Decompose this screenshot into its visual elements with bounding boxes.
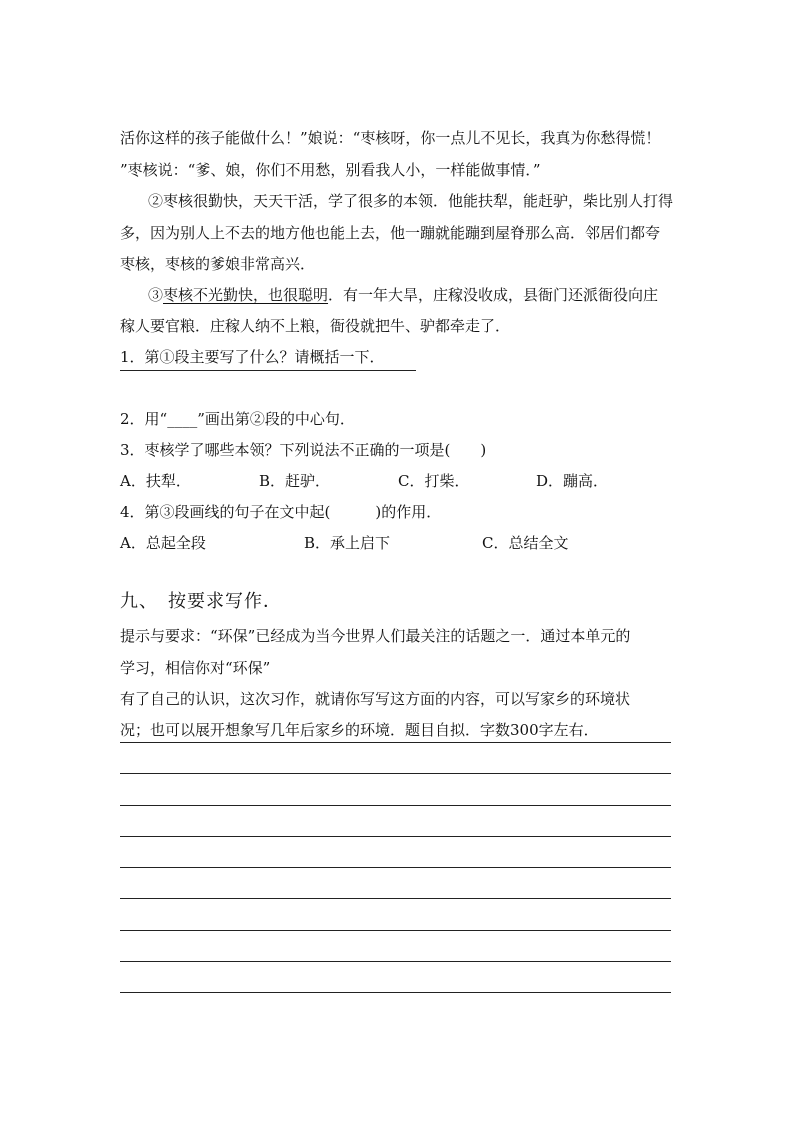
- writing-prompt-line-3: 有了自己的认识，这次习作，就请你写写这方面的内容，可以写家乡的环境状: [120, 690, 631, 708]
- question-4-option-b[interactable]: B．承上启下: [304, 534, 391, 552]
- writing-line[interactable]: [120, 836, 671, 837]
- paragraph-3-line-1: [148, 285, 658, 305]
- paragraph-2-line-1: ②枣核很勤快，天天干活，学了很多的本领．他能扶犁，能赶驴，柴比别人打得: [148, 192, 674, 210]
- passage-line-2: ”枣核说：“爹、娘，你们不用愁，别看我人小，一样能做事情．”: [120, 161, 541, 179]
- question-4-option-c[interactable]: C．总结全文: [482, 534, 569, 552]
- question-4: 4．第③段画线的句子在文中起( )的作用．: [120, 503, 442, 521]
- question-3-option-b[interactable]: B．赶驴．: [259, 472, 331, 490]
- writing-prompt-line-2: 学习，相信你对“环保”: [120, 659, 271, 677]
- writing-prompt-line-1: 提示与要求：“环保”已经成为当今世界人们最关注的话题之一．通过本单元的: [120, 627, 631, 645]
- passage-line-1: 活你这样的孩子能做什么！”娘说：“枣核呀，你一点儿不见长，我真为你愁得慌！: [120, 129, 661, 147]
- writing-line[interactable]: [120, 773, 671, 774]
- writing-line[interactable]: [120, 867, 671, 868]
- paragraph-2-line-2: 多，因为别人上不去的地方他也能上去，他一蹦就能蹦到屋脊那么高．邻居们都夸: [120, 224, 661, 242]
- question-4-option-a[interactable]: A．总起全段: [120, 534, 206, 552]
- writing-prompt-line-4: 况；也可以展开想象写几年后家乡的环境．题目自拟．字数300字左右．: [120, 721, 599, 739]
- paragraph-3-rest: ．有一年大旱，庄稼没收成，县衙门还派衙役向庄: [328, 286, 659, 304]
- question-3-option-d[interactable]: D．蹦高．: [536, 472, 609, 490]
- paragraph-3-number: ③: [148, 286, 164, 304]
- writing-line[interactable]: [120, 930, 671, 931]
- section-9-heading: 九、 按要求写作．: [120, 591, 282, 612]
- question-3-option-c[interactable]: C．打柴．: [398, 472, 470, 490]
- writing-line[interactable]: [120, 742, 671, 743]
- underlined-sentence: 枣核不光勤快，也很聪明: [163, 286, 329, 304]
- writing-line[interactable]: [120, 961, 671, 962]
- question-1: 1．第①段主要写了什么？请概括一下．: [120, 348, 385, 366]
- writing-line[interactable]: [120, 898, 671, 899]
- question-2: 2．用“____”画出第②段的中心句．: [120, 410, 355, 428]
- paragraph-3-line-2: 稼人要官粮．庄稼人纳不上粮，衙役就把牛、驴都牵走了．: [120, 317, 511, 335]
- question-3-option-a[interactable]: A．扶犁．: [120, 472, 191, 490]
- writing-line[interactable]: [120, 805, 671, 806]
- question-3: 3．枣核学了哪些本领？下列说法不正确的一项是( ): [120, 441, 487, 459]
- paragraph-2-line-3: 枣核，枣核的爹娘非常高兴．: [120, 255, 316, 273]
- writing-line[interactable]: [120, 992, 671, 993]
- question-1-answer-line[interactable]: [120, 370, 416, 371]
